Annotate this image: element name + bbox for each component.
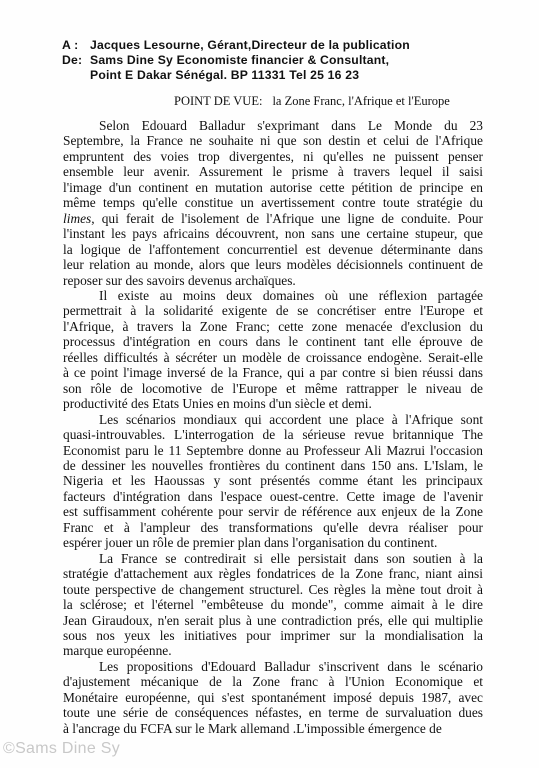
article-heading — [174, 94, 450, 109]
text-line: toute une série de conséquences néfastes, en terme de survaluation dues — [63, 705, 483, 721]
paragraph — [63, 412, 483, 551]
text-line: La France se contredirait si elle persistait dans son soutien à la — [99, 550, 483, 566]
text-line: de dessiner les nouvelles frontières du continent dans 150 ans. L'Islam, le — [63, 457, 483, 473]
text-line: son rôle de locomotive de l'Europe et même rattrapper le niveau de — [63, 380, 483, 396]
text-line: marque européenne. — [63, 643, 172, 659]
text-line: sous nos yeux les initiatives pour imprimer sur la mondialisation la — [63, 627, 483, 643]
text-line: espérer jouer un rôle de premier plan dans l'organisation du continent. — [63, 535, 438, 551]
text-line: l'instant les pays africains découvrent, non sans une certaine stupeur, que — [63, 226, 483, 242]
paragraph — [63, 118, 483, 288]
text-line: productivité des Etats Unies en moins d'un siècle et demi. — [63, 396, 372, 412]
text-line: quasi-introuvables. L'interrogation de la sérieuse revue britannique The — [63, 427, 483, 443]
text-line: est suffisamment cohérente pour servir de référence aux enjeux de la Zone — [63, 504, 483, 520]
text-line: permettrait à la solidarité exigente de se concrétiser entre l'Europe et — [63, 303, 483, 319]
text-line: limes, qui ferait de l'isolement de l'Afrique une ligne de conduite. Pour — [63, 210, 483, 226]
copyright-watermark: ©Sams Dine Sy — [3, 740, 121, 757]
heading-title: la Zone Franc, l'Afrique et l'Europe — [272, 94, 450, 108]
text-line: processus d'intégration en cours dans le continent tant elle éprouve de — [63, 334, 483, 350]
text-line: stratégie d'attachement aux règles fondatrices de la Zone franc, niant ainsi — [63, 566, 483, 582]
text-line: ensemble leur avenir. Assurement le prisme à travers lequel il saisi — [63, 164, 483, 180]
text-line: toute perspective de changement structurel. Ces règles la mène tout droit à — [63, 581, 483, 597]
text-line: Les scénarios mondiaux qui accordent une place à l'Afrique sont — [99, 411, 483, 427]
letter-header — [62, 38, 482, 83]
text-line: l'Afrique, à travers la Zone Franc; cette zone menacée d'exclusion du — [63, 318, 483, 334]
text-line: la sclérose; et l'éternel "embêteuse du monde", comme aimait à le dire — [63, 597, 483, 613]
text-line: Jean Giraudoux, n'en serait plus à une contradiction prés, elle qui multiplie — [63, 612, 483, 628]
sender-text: Sams Dine Sy Economiste financier & Consultant, — [90, 53, 390, 67]
recipient-line — [62, 38, 482, 53]
paragraph — [63, 659, 483, 736]
text-line: Septembre, la France ne souhaite ni que son destin et celui de l'Afrique — [63, 133, 483, 149]
sender-line — [62, 53, 482, 68]
recipient-text: Jacques Lesourne, Gérant,Directeur de la publication — [90, 38, 410, 52]
sender-key: De: — [62, 53, 83, 67]
text-line: l'image d'un continent en mutation autorise cette pétition de principe en — [63, 179, 483, 195]
text-line: même temps qu'elle constitue un avertissement contre toute stratégie du — [63, 195, 483, 211]
text-line: réelles difficultés à sécréter un modèle de croissance endogène. Serait-elle — [63, 349, 483, 365]
recipient-key: A : — [62, 38, 79, 52]
text-line: Franc et à l'ampleur des transformations qu'elle devra réaliser pour — [63, 519, 483, 535]
text-line: facteurs d'intégration dans l'espace ouest-centre. Cette image de l'avenir — [63, 488, 483, 504]
text-line: reposer sur des savoirs devenus archaïques. — [63, 272, 296, 288]
text-line: d'ajustement mécanique de la Zone franc à l'Union Economique et — [63, 674, 483, 690]
sender-address: Point E Dakar Sénégal. BP 11331 Tel 25 16 23 — [90, 68, 360, 82]
text-line: leur relation au monde, alors que leurs modèles décisionnels continuent de — [63, 257, 483, 273]
text-line: empruntent des voies trop divergentes, ni qu'elles ne puissent penser — [63, 148, 483, 164]
paragraph — [63, 551, 483, 659]
text-line: la logique de l'affontement concurrentiel est devenue déterminante dans — [63, 241, 483, 257]
text-line: à l'ancrage du FCFA sur le Mark allemand .L'impossible émergence de — [63, 720, 442, 736]
text-line: Nigeria et les Haoussas y sont présentés comme étant les principaux — [63, 473, 483, 489]
text-line: Les propositions d'Edouard Balladur s'inscrivent dans le scénario — [99, 658, 483, 674]
heading-label: POINT DE VUE: — [174, 94, 263, 108]
text-line: Il existe au moins deux domaines où une réflexion partagée — [99, 287, 483, 303]
paragraph — [63, 288, 483, 412]
text-line: Economist paru le 11 Septembre donne au Professeur Ali Mazrui l'occasion — [63, 442, 483, 458]
text-line: Selon Edouard Balladur s'exprimant dans Le Monde du 23 — [99, 118, 483, 133]
article-body — [63, 118, 483, 736]
text-line: à ce point l'image inversé de la France, qui a par contre si bien réussi dans — [63, 365, 483, 381]
text-line: Monétaire européenne, qui s'est spontanément imposé depuis 1987, avec — [63, 689, 483, 705]
